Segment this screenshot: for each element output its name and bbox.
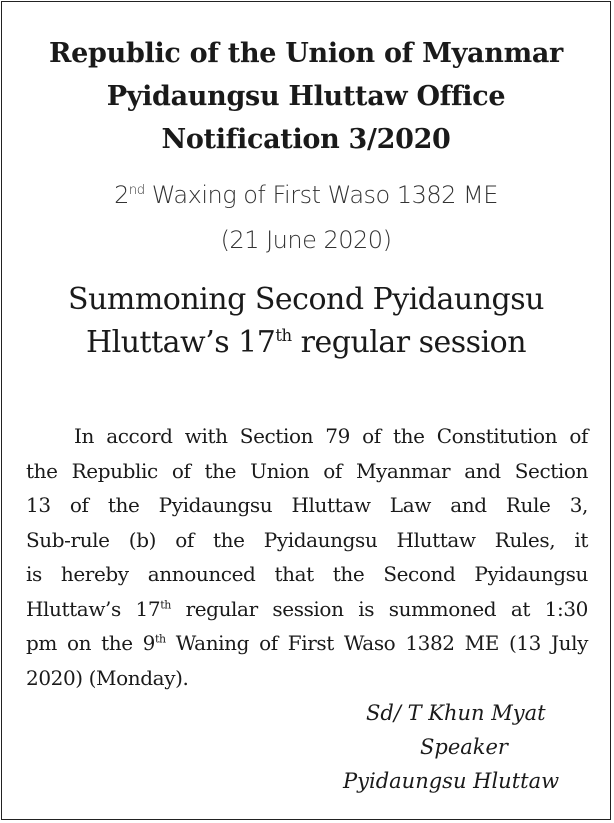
body-line-7-post: Waning of First Waso 1382 ME (13 July [165,631,588,655]
myanmar-date [2,175,610,215]
notice-frame [1,1,611,820]
header-notification: Notification 3/2020 [161,124,451,155]
title-line-2-post: regular session [291,325,527,360]
body-line-1: In accord with Section 79 of the Constitution of [74,424,588,448]
body-line-6-pre: Hluttaw’s 17 [26,596,161,621]
signature-institution: Pyidaungsu Hluttaw [343,769,560,793]
gregorian-date: (21 June 2020) [220,226,392,254]
body-line-6-post: regular session is summoned at 1:30 [170,596,588,621]
body-line-3: 13 of the Pyidaungsu Hluttaw Law and Rule 3, [26,493,588,517]
header-office: Pyidaungsu Hluttaw Office [106,81,506,112]
body-line-2: the Republic of the Union of Myanmar and Section [26,458,588,483]
signature-title: Speaker [420,735,508,759]
body-line-5: is hereby announced that the Second Pyidaungsu [26,562,588,586]
body-line-4: Sub-rule (b) of the Pyidaungsu Hluttaw Rules, it [26,527,588,552]
title-line-2 [2,322,610,364]
date-rest: Waxing of First Waso 1382 ME [144,181,498,209]
body-line-6 [26,592,588,627]
body-line-6-sup: th [160,597,171,611]
title-line-1: Summoning Second Pyidaungsu [68,282,544,317]
body-line-7-sup: th [155,632,166,646]
body-paragraph [26,419,588,695]
body-line-8: 2020) (Monday). [26,665,189,690]
body-line-7-pre: pm on the 9 [26,631,156,655]
date-ordinal-num: 2 [114,181,129,209]
body-line-7 [26,626,588,661]
signature-name: Sd/ T Khun Myat [366,701,546,725]
header-country: Republic of the Union of Myanmar [49,38,563,69]
title-line-2-sup: th [275,326,292,345]
date-ordinal-suffix: nd [128,183,145,198]
title-line-2-pre: Hluttaw’s 17 [85,325,276,360]
